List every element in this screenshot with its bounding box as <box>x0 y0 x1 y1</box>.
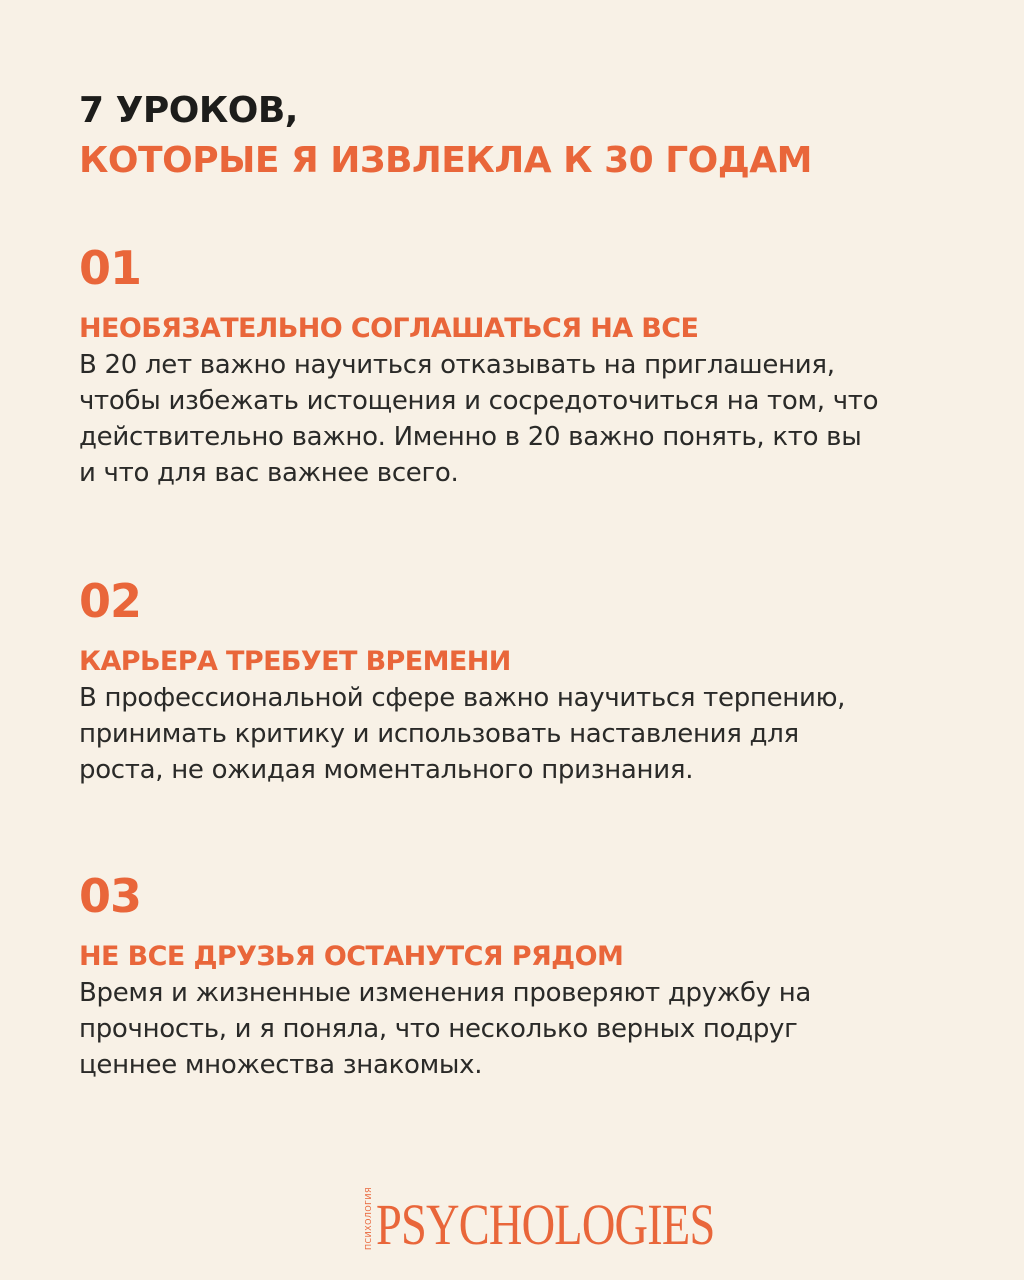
logo-wordmark: PSYCHOLOGIES <box>376 1192 715 1257</box>
lesson-text-line: В профессиональной сфере важно научиться терпению, <box>79 683 846 713</box>
psychologies-logo <box>364 1186 799 1257</box>
lesson-text <box>79 975 969 1083</box>
lesson-text-line: Время и жизненные изменения проверяют дружбу на <box>79 978 812 1008</box>
lesson-text-line: действительно важно. Именно в 20 важно понять, кто вы <box>79 422 862 452</box>
lesson-02 <box>79 573 969 788</box>
lesson-01 <box>79 240 969 491</box>
lesson-heading: КАРЬЕРА ТРЕБУЕТ ВРЕМЕНИ <box>79 646 511 677</box>
lesson-heading: НЕОБЯЗАТЕЛЬНО СОГЛАШАТЬСЯ НА ВСЕ <box>79 313 699 344</box>
title-line-2: КОТОРЫЕ Я ИЗВЛЕКЛА К 30 ГОДАМ <box>79 140 812 181</box>
lesson-text <box>79 347 969 491</box>
lesson-text-line: чтобы избежать истощения и сосредоточиться на том, что <box>79 386 879 416</box>
lesson-number: 01 <box>79 241 142 295</box>
lesson-text-line: роста, не ожидая моментального признания. <box>79 755 694 785</box>
title-line-1: 7 УРОКОВ, <box>79 90 298 131</box>
lesson-text-line: прочность, и я поняла, что несколько верных подруг <box>79 1014 798 1044</box>
logo-subtitle: ПСИХОЛОГИЯ <box>364 1186 373 1250</box>
lesson-text-line: ценнее множества знакомых. <box>79 1050 483 1080</box>
lesson-text-line: В 20 лет важно научиться отказывать на приглашения, <box>79 350 835 380</box>
lesson-text-line: и что для вас важнее всего. <box>79 458 459 488</box>
lesson-text <box>79 680 969 788</box>
lesson-03 <box>79 868 969 1083</box>
lesson-text-line: принимать критику и использовать наставления для <box>79 719 799 749</box>
page-title <box>79 86 959 186</box>
lesson-number: 03 <box>79 869 142 923</box>
lesson-heading: НЕ ВСЕ ДРУЗЬЯ ОСТАНУТСЯ РЯДОМ <box>79 941 624 972</box>
lesson-number: 02 <box>79 574 142 628</box>
